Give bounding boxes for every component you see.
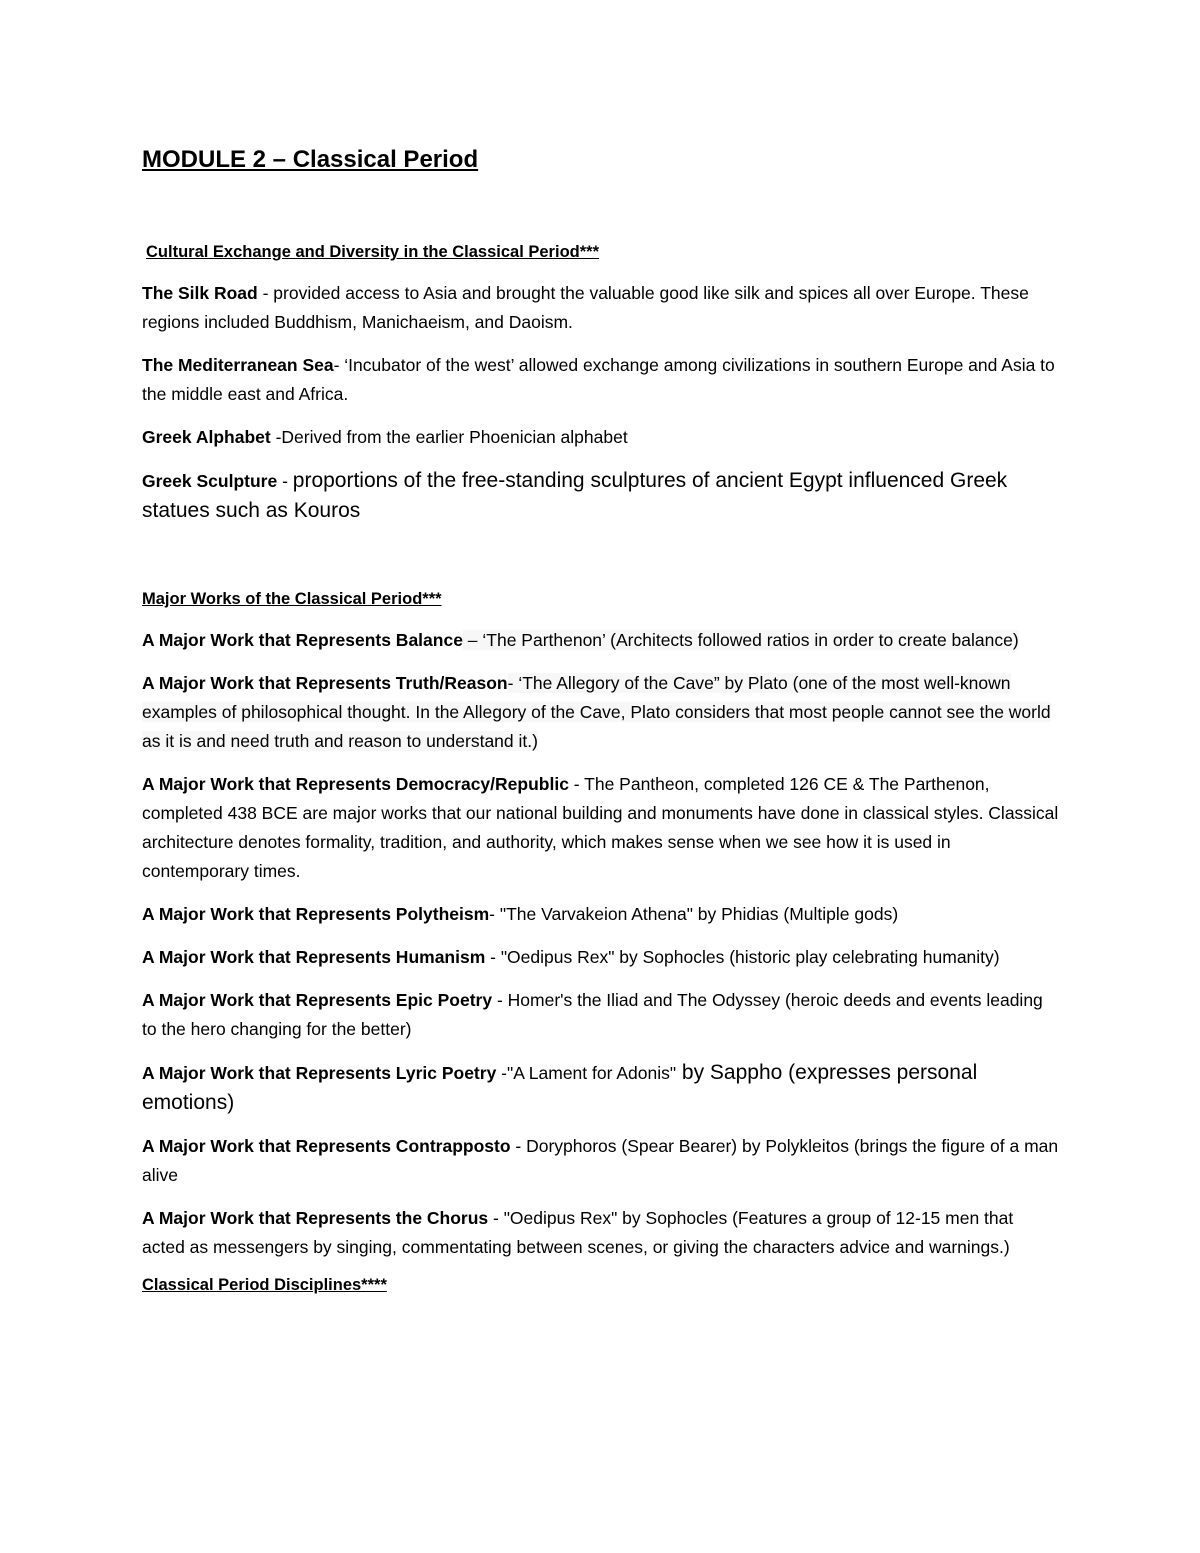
entry-text: - provided access to Asia and brought the valuable good like silk and spices all over Europe. These regions included Buddhism, Manichaeism, and Daoism. (142, 283, 1029, 332)
section-heading-disciplines: Classical Period Disciplines**** (142, 1276, 387, 1294)
entry-text-small: -"A Lament for Adonis" (496, 1063, 677, 1083)
entry-term: A Major Work that Represents Humanism (142, 947, 486, 967)
entry-term: The Mediterranean Sea (142, 355, 334, 375)
entry-term: A Major Work that Represents the Chorus (142, 1208, 489, 1228)
entry-term: A Major Work that Represents Contrapposto (142, 1136, 511, 1156)
entry-text: - "Oedipus Rex" by Sophocles (Features a group of 12-15 men that acted as messengers by singing, commentating between scenes, or giving the characters advice and warnings.) (142, 1208, 1014, 1257)
entry-epic-poetry (142, 986, 1060, 1044)
entry-greek-alphabet (142, 423, 1060, 452)
entry-term: A Major Work that Represents Epic Poetry (142, 990, 493, 1010)
entry-term: A Major Work that Represents Balance (142, 630, 463, 650)
entry-silk-road (142, 279, 1060, 337)
entry-text: - "The Varvakeion Athena" by Phidias (Multiple gods) (489, 904, 899, 924)
entry-text: – ‘The Parthenon’ (Architects followed ratios in order to create balance) (462, 630, 1019, 650)
entry-greek-sculpture (142, 466, 1060, 526)
entry-text: - ‘The Allegory of the Cave” by Plato (one of the most well-known examples of philosophical thought. In the Allegory of the Cave, Plato considers that most people cannot see the world as it is and need truth and reason to understand it.) (142, 673, 1051, 751)
entry-term: A Major Work that Represents Lyric Poetry (142, 1063, 497, 1083)
entry-text-small: - (277, 471, 293, 491)
entry-term: The Silk Road (142, 283, 258, 303)
entry-mediterranean-sea (142, 351, 1060, 409)
entry-contrapposto (142, 1132, 1060, 1190)
entry-text: - "Oedipus Rex" by Sophocles (historic play celebrating humanity) (485, 947, 1000, 967)
entry-text: -Derived from the earlier Phoenician alphabet (270, 427, 628, 447)
section-heading-cultural-exchange: Cultural Exchange and Diversity in the Classical Period*** (146, 243, 599, 261)
entry-polytheism (142, 900, 1060, 929)
entry-term: A Major Work that Represents Polytheism (142, 904, 490, 924)
entry-text: - Homer's the Iliad and The Odyssey (heroic deeds and events leading to the hero changing for the better) (142, 990, 1043, 1039)
entry-democracy-republic (142, 770, 1060, 886)
entry-term: Greek Sculpture (142, 471, 278, 491)
entry-text: proportions of the free-standing sculptures of ancient Egypt influenced Greek statues such as Kouros (142, 469, 1008, 522)
entry-term: A Major Work that Represents Democracy/Republic (142, 774, 569, 794)
entry-term: Greek Alphabet (142, 427, 271, 447)
entry-lyric-poetry (142, 1058, 1060, 1118)
entry-text: by Sappho (expresses personal emotions) (142, 1061, 978, 1114)
entry-text: - The Pantheon, completed 126 CE & The Parthenon, completed 438 BCE are major works that our national building and monuments have done in classical styles. Classical architecture denotes formality, tradition, and authority, which makes sense when we see how it is used in contemporary times. (142, 774, 1059, 881)
page-title: MODULE 2 – Classical Period (142, 146, 479, 173)
section-heading-major-works: Major Works of the Classical Period*** (142, 590, 442, 608)
entry-chorus (142, 1204, 1060, 1262)
entry-text: - ‘Incubator of the west’ allowed exchange among civilizations in southern Europe and Asia to the middle east and Africa. (142, 355, 1055, 404)
entry-truth-reason (142, 669, 1060, 756)
entry-text: - Doryphoros (Spear Bearer) by Polykleitos (brings the figure of a man alive (142, 1136, 1059, 1185)
entry-term: A Major Work that Represents Truth/Reason (142, 673, 508, 693)
entry-balance (142, 626, 1060, 655)
entry-humanism (142, 943, 1060, 972)
